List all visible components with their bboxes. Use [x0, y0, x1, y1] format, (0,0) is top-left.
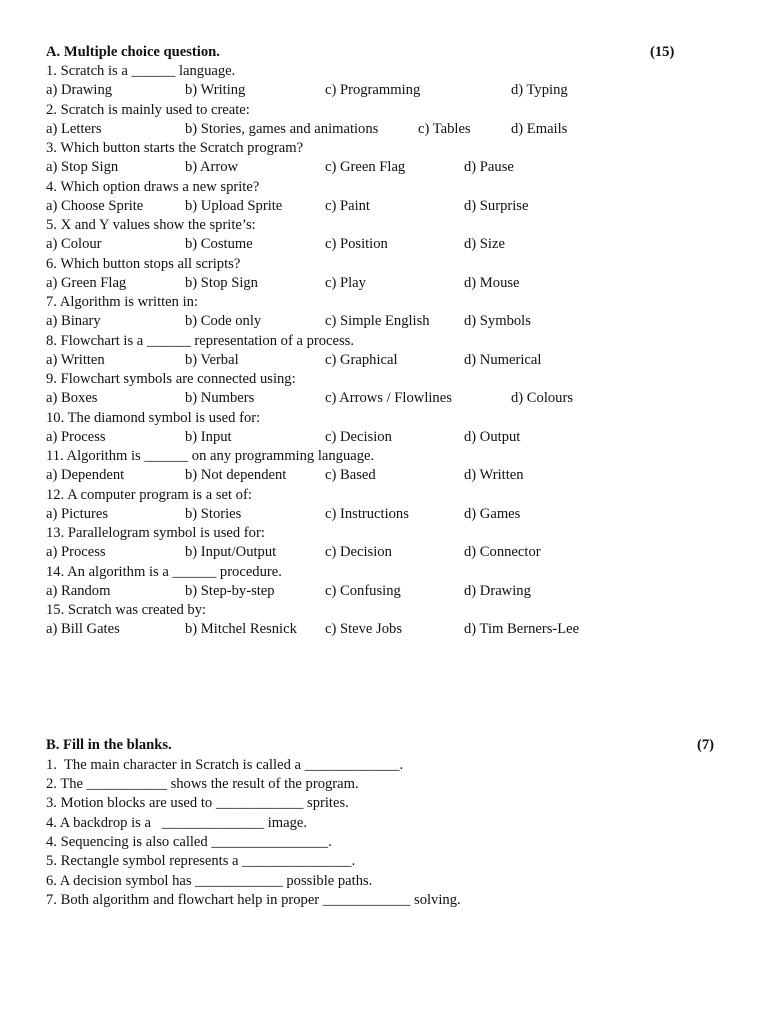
question-7: 7. Algorithm is written in:	[46, 294, 199, 310]
q6-option-d: d) Mouse	[464, 275, 520, 291]
q12-option-c: c) Instructions	[325, 506, 409, 522]
q11-option-b: b) Not dependent	[185, 467, 287, 483]
q8-option-d: d) Numerical	[464, 352, 542, 368]
q1-option-a: a) Drawing	[46, 82, 113, 98]
q10-option-a: a) Process	[46, 429, 106, 445]
q14-option-d: d) Drawing	[464, 583, 531, 599]
blank-item-5: 4. Sequencing is also called ________________.	[46, 834, 332, 850]
q13-option-a: a) Process	[46, 544, 106, 560]
q13-option-b: b) Input/Output	[185, 544, 277, 560]
q2-option-a: a) Letters	[46, 121, 102, 137]
q15-option-a: a) Bill Gates	[46, 621, 120, 637]
q6-option-a: a) Green Flag	[46, 275, 127, 291]
section-b-title: B. Fill in the blanks.	[46, 737, 172, 753]
q9-option-d: d) Colours	[511, 390, 574, 406]
q3-option-d: d) Pause	[464, 159, 514, 175]
q4-option-c: c) Paint	[325, 198, 370, 214]
q5-option-b: b) Costume	[185, 236, 253, 252]
question-11: 11. Algorithm is ______ on any programming language.	[46, 448, 375, 464]
q6-option-b: b) Stop Sign	[185, 275, 258, 291]
q3-option-b: b) Arrow	[185, 159, 239, 175]
section-b-marks: (7)	[697, 737, 715, 753]
question-1: 1. Scratch is a ______ language.	[46, 63, 236, 79]
q9-option-c: c) Arrows / Flowlines	[325, 390, 452, 406]
blank-item-4: 4. A backdrop is a ______________ image.	[46, 815, 308, 831]
q7-option-b: b) Code only	[185, 313, 262, 329]
q11-option-c: c) Based	[325, 467, 376, 483]
q14-option-a: a) Random	[46, 583, 111, 599]
question-6: 6. Which button stops all scripts?	[46, 256, 241, 272]
q2-option-c: c) Tables	[418, 121, 471, 137]
q4-option-d: d) Surprise	[464, 198, 529, 214]
q10-option-c: c) Decision	[325, 429, 392, 445]
q10-option-d: d) Output	[464, 429, 521, 445]
q1-option-c: c) Programming	[325, 82, 421, 98]
q9-option-a: a) Boxes	[46, 390, 98, 406]
question-14: 14. An algorithm is a ______ procedure.	[46, 564, 282, 580]
question-15: 15. Scratch was created by:	[46, 602, 207, 618]
q1-option-d: d) Typing	[511, 82, 568, 98]
q5-option-d: d) Size	[464, 236, 505, 252]
blank-item-1: 1. The main character in Scratch is called a _____________.	[46, 757, 404, 773]
q4-option-b: b) Upload Sprite	[185, 198, 283, 214]
q6-option-c: c) Play	[325, 275, 366, 291]
q3-option-c: c) Green Flag	[325, 159, 406, 175]
q2-option-d: d) Emails	[511, 121, 568, 137]
question-12: 12. A computer program is a set of:	[46, 487, 252, 503]
q15-option-c: c) Steve Jobs	[325, 621, 403, 637]
question-3: 3. Which button starts the Scratch program?	[46, 140, 304, 156]
q8-option-c: c) Graphical	[325, 352, 398, 368]
blank-item-3: 3. Motion blocks are used to ____________ sprites.	[46, 795, 349, 811]
blank-item-2: 2. The ___________ shows the result of the program.	[46, 776, 359, 792]
q12-option-d: d) Games	[464, 506, 521, 522]
question-13: 13. Parallelogram symbol is used for:	[46, 525, 265, 541]
q15-option-d: d) Tim Berners-Lee	[464, 621, 580, 637]
blank-item-8: 7. Both algorithm and flowchart help in proper ____________ solving.	[46, 892, 461, 908]
q12-option-b: b) Stories	[185, 506, 242, 522]
question-10: 10. The diamond symbol is used for:	[46, 410, 261, 426]
question-2: 2. Scratch is mainly used to create:	[46, 102, 250, 118]
q13-option-d: d) Connector	[464, 544, 541, 560]
q1-option-b: b) Writing	[185, 82, 246, 98]
q14-option-c: c) Confusing	[325, 583, 401, 599]
blank-item-6: 5. Rectangle symbol represents a _______________.	[46, 853, 356, 869]
question-9: 9. Flowchart symbols are connected using:	[46, 371, 296, 387]
q12-option-a: a) Pictures	[46, 506, 109, 522]
q5-option-c: c) Position	[325, 236, 388, 252]
q11-option-a: a) Dependent	[46, 467, 125, 483]
q4-option-a: a) Choose Sprite	[46, 198, 144, 214]
question-8: 8. Flowchart is a ______ representation of a process.	[46, 333, 355, 349]
blank-item-7: 6. A decision symbol has ____________ possible paths.	[46, 873, 373, 889]
q14-option-b: b) Step-by-step	[185, 583, 275, 599]
q13-option-c: c) Decision	[325, 544, 392, 560]
q8-option-b: b) Verbal	[185, 352, 239, 368]
section-a-title: A. Multiple choice question.	[46, 44, 220, 60]
section-a-marks: (15)	[650, 44, 675, 60]
q10-option-b: b) Input	[185, 429, 232, 445]
q9-option-b: b) Numbers	[185, 390, 255, 406]
q5-option-a: a) Colour	[46, 236, 102, 252]
q8-option-a: a) Written	[46, 352, 105, 368]
q7-option-a: a) Binary	[46, 313, 101, 329]
question-5: 5. X and Y values show the sprite’s:	[46, 217, 256, 233]
question-4: 4. Which option draws a new sprite?	[46, 179, 260, 195]
q7-option-d: d) Symbols	[464, 313, 531, 329]
q3-option-a: a) Stop Sign	[46, 159, 119, 175]
q7-option-c: c) Simple English	[325, 313, 430, 329]
q11-option-d: d) Written	[464, 467, 524, 483]
q2-option-b: b) Stories, games and animations	[185, 121, 379, 137]
q15-option-b: b) Mitchel Resnick	[185, 621, 297, 637]
